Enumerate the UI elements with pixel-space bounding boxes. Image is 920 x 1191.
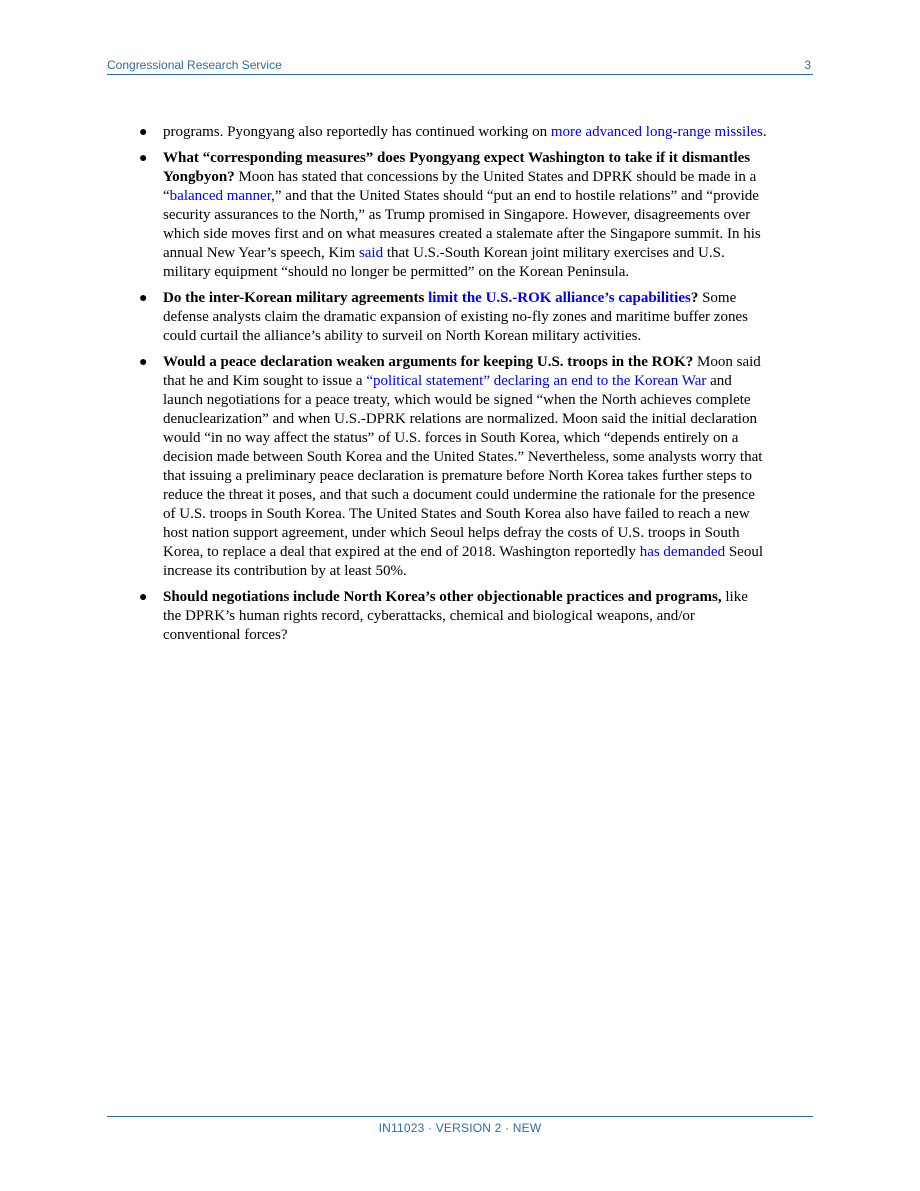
page-header	[107, 58, 813, 75]
list-item	[107, 588, 767, 645]
list-item	[107, 289, 767, 346]
body-text: like the DPRK’s human rights record, cyberattacks, chemical and biological weapons, and/or conventional forces?	[163, 589, 748, 643]
body-text: that U.S.-South Korean joint military exercises and U.S. military equipment “should no longer be permitted” on the Korean Peninsula.	[163, 245, 725, 280]
bullet-icon: ●	[139, 125, 148, 140]
page-footer: IN11023 · VERSION 2 · NEW	[378, 1121, 542, 1135]
question-heading	[163, 290, 698, 306]
body-text: Seoul increase its contribution by at least 50%.	[163, 544, 763, 579]
link-balanced-manner[interactable]: balanced manner	[169, 188, 272, 204]
body-text: .	[762, 124, 767, 140]
question-heading: What “corresponding measures” does Pyongyang expect Washington to take if it dismantles Yongbyon?	[163, 150, 751, 185]
link-said[interactable]: said	[358, 245, 384, 261]
body-text: Moon said that he and Kim sought to issue a	[163, 354, 761, 389]
body-text: Moon has stated that concessions by the United States and DPRK should be made in a “	[163, 169, 757, 204]
link-long-range-missiles[interactable]: more advanced long-range missiles	[550, 124, 763, 140]
bullet-icon: ●	[139, 355, 148, 370]
list-item	[107, 353, 767, 581]
bullet-icon: ●	[139, 151, 148, 166]
header-org-name: Congressional Research Service	[107, 58, 282, 72]
link-has-demanded[interactable]: has demanded	[639, 544, 726, 560]
bullet-icon: ●	[139, 590, 148, 605]
question-heading: Should negotiations include North Korea’s other objectionable practices and programs,	[163, 589, 722, 605]
body-text: and launch negotiations for a peace treaty, which would be signed “when the North achieves complete denuclearization” and when U.S.-DPRK relations are normalized. Moon said the initial declaration would “in no way affect the status” of U.S. forces in South Korea, which “depends entirely on a decision made between South Korea and the United States.” Nevertheless, some analysts worry that that issuing a preliminary peace declaration is premature before North Korea takes further steps to reduce the threat it poses, and that such a document could undermine the rationale for the presence of U.S. troops in South Korea. The United States and South Korea also have failed to reach a new host nation support agreement, under which Seoul helps defray the costs of U.S. troops in South Korea, to replace a deal that expired at the end of 2018. Washington reportedly	[163, 373, 763, 560]
list-item	[107, 123, 767, 142]
body-text: ,” and that the United States should “put an end to hostile relations” and “provide security assurances to the North,” as Trump promised in Singapore. However, disagreements over which side moves first and on what measures created a stalemate after the Singapore summit. In his annual New Year’s speech, Kim	[163, 188, 761, 261]
body-text: programs. Pyongyang also reportedly has continued working on	[163, 124, 551, 140]
footer-divider	[107, 1116, 813, 1117]
bullet-icon: ●	[139, 291, 148, 306]
question-heading: Would a peace declaration weaken arguments for keeping U.S. troops in the ROK?	[163, 354, 694, 370]
link-political-statement[interactable]: “political statement” declaring an end to the Korean War	[366, 373, 707, 389]
document-body	[107, 123, 767, 652]
header-page-number: 3	[804, 58, 811, 72]
question-list	[107, 123, 767, 645]
list-item	[107, 149, 767, 282]
link-alliance-capabilities[interactable]: limit the U.S.-ROK alliance’s capabilities	[428, 290, 691, 306]
body-text: Some defense analysts claim the dramatic expansion of existing no-fly zones and maritime buffer zones could curtail the alliance’s ability to surveil on North Korean military activities.	[163, 290, 748, 344]
question-heading-end: ?	[690, 290, 699, 306]
question-heading-text: Do the inter-Korean military agreements	[163, 290, 429, 306]
